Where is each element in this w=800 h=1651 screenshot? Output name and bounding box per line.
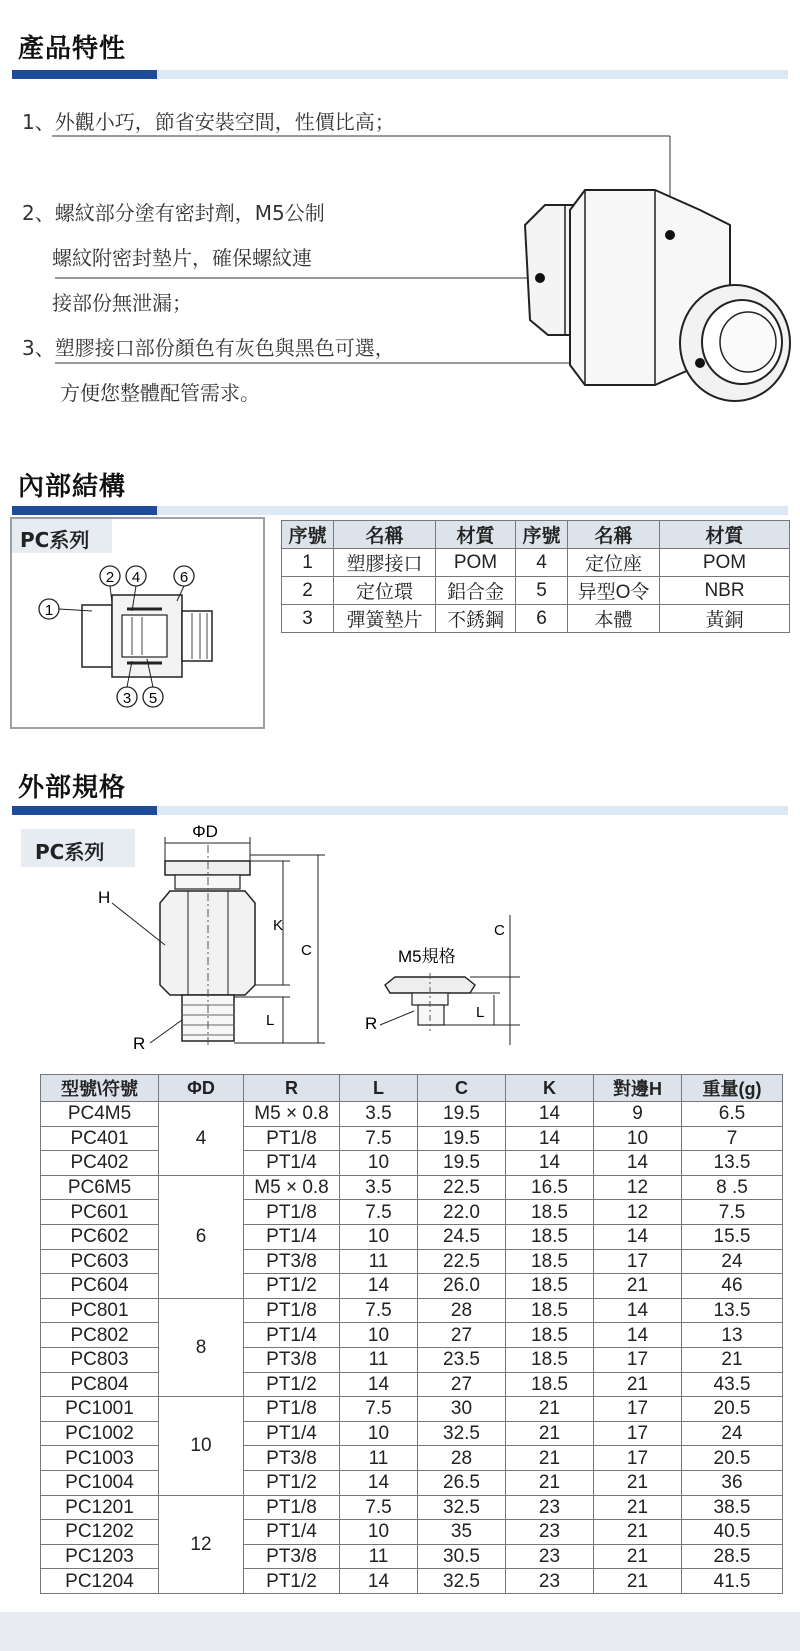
table-row	[41, 1274, 783, 1299]
model-cell: PC1001	[41, 1397, 159, 1422]
feature-line-6: 方便您整體配管需求。	[60, 381, 260, 405]
table-cell: 黃銅	[660, 605, 790, 633]
table-cell: 4	[516, 549, 568, 577]
dim-c: C	[301, 942, 312, 959]
table-row	[282, 577, 790, 605]
table-cell: PT1/4	[244, 1520, 340, 1545]
table-cell: PT1/8	[244, 1397, 340, 1422]
table-cell: 7.5	[340, 1200, 418, 1225]
header-cell: 名稱	[568, 521, 660, 549]
table-cell: 23	[506, 1520, 594, 1545]
table-cell: 2	[282, 577, 334, 605]
table-cell: PT1/4	[244, 1224, 340, 1249]
table-cell: PT1/2	[244, 1569, 340, 1594]
external-dimension-drawing	[0, 815, 560, 1070]
m5-dim-r: R	[365, 1014, 378, 1033]
model-cell: PC402	[41, 1151, 159, 1176]
table-cell: 21	[594, 1569, 682, 1594]
table-cell: 19.5	[418, 1102, 506, 1127]
table-cell: 14	[340, 1372, 418, 1397]
table-cell: 10	[340, 1520, 418, 1545]
internal-series-label: PC系列	[12, 519, 112, 553]
table-cell: 21	[506, 1397, 594, 1422]
table-cell: 18.5	[506, 1298, 594, 1323]
table-cell: 17	[594, 1446, 682, 1471]
table-row	[282, 605, 790, 633]
table-cell: 26.5	[418, 1470, 506, 1495]
features-section-title: 產品特性	[18, 34, 127, 64]
m5-dim-c: C	[494, 922, 505, 939]
table-cell: 10	[340, 1224, 418, 1249]
diameter-cell: 4	[159, 1102, 244, 1176]
table-cell: PT3/8	[244, 1446, 340, 1471]
model-cell: PC603	[41, 1249, 159, 1274]
table-cell: 27	[418, 1323, 506, 1348]
table-cell: 30.5	[418, 1544, 506, 1569]
table-cell: 22.5	[418, 1175, 506, 1200]
table-cell: 17	[594, 1397, 682, 1422]
model-cell: PC803	[41, 1347, 159, 1372]
table-cell: 24.5	[418, 1224, 506, 1249]
table-cell: PT1/8	[244, 1298, 340, 1323]
table-cell: 14	[594, 1298, 682, 1323]
material-table-header	[282, 521, 790, 549]
material-table	[281, 520, 790, 633]
table-cell: 20.5	[682, 1446, 783, 1471]
spec-table-header	[41, 1075, 783, 1102]
table-cell: 22.5	[418, 1249, 506, 1274]
header-cell: 序號	[516, 521, 568, 549]
table-cell: NBR	[660, 577, 790, 605]
model-cell: PC1002	[41, 1421, 159, 1446]
table-row	[41, 1323, 783, 1348]
model-cell: PC401	[41, 1126, 159, 1151]
table-cell: 43.5	[682, 1372, 783, 1397]
callout-4: 4	[131, 569, 141, 586]
header-cell: R	[244, 1075, 340, 1102]
model-cell: PC802	[41, 1323, 159, 1348]
table-cell: 18.5	[506, 1274, 594, 1299]
table-cell: 20.5	[682, 1397, 783, 1422]
m5-spec-label: M5規格	[398, 947, 456, 966]
table-cell: 13	[682, 1323, 783, 1348]
dim-h: H	[98, 888, 111, 907]
table-cell: 28.5	[682, 1544, 783, 1569]
internal-title-bar	[12, 506, 788, 515]
table-cell: 塑膠接口	[334, 549, 436, 577]
table-cell: M5 × 0.8	[244, 1102, 340, 1127]
table-row	[41, 1421, 783, 1446]
model-cell: PC801	[41, 1298, 159, 1323]
table-cell: 7.5	[340, 1397, 418, 1422]
header-cell: 序號	[282, 521, 334, 549]
header-cell: C	[418, 1075, 506, 1102]
table-cell: 11	[340, 1347, 418, 1372]
table-cell: 12	[594, 1175, 682, 1200]
table-cell: 7.5	[340, 1495, 418, 1520]
table-row	[41, 1151, 783, 1176]
table-cell: 21	[506, 1446, 594, 1471]
header-cell: ΦD	[159, 1075, 244, 1102]
table-cell: 10	[594, 1126, 682, 1151]
table-cell: 7	[682, 1126, 783, 1151]
table-cell: 3.5	[340, 1102, 418, 1127]
dim-r: R	[133, 1034, 146, 1053]
model-cell: PC804	[41, 1372, 159, 1397]
table-cell: 15.5	[682, 1224, 783, 1249]
table-cell: 28	[418, 1298, 506, 1323]
m5-dim-l: L	[476, 1004, 485, 1021]
table-cell: 36	[682, 1470, 783, 1495]
table-cell: 定位環	[334, 577, 436, 605]
footer-band	[0, 1612, 800, 1651]
header-cell: 材質	[436, 521, 516, 549]
table-cell: 32.5	[418, 1495, 506, 1520]
table-cell: PT1/2	[244, 1372, 340, 1397]
table-cell: POM	[436, 549, 516, 577]
table-row	[41, 1126, 783, 1151]
table-cell: PT1/8	[244, 1200, 340, 1225]
callout-3: 3	[122, 690, 132, 707]
model-cell: PC1003	[41, 1446, 159, 1471]
table-row	[41, 1569, 783, 1594]
table-cell: M5 × 0.8	[244, 1175, 340, 1200]
table-cell: PT1/2	[244, 1470, 340, 1495]
table-cell: 定位座	[568, 549, 660, 577]
table-row	[41, 1298, 783, 1323]
internal-section-drawing	[12, 519, 263, 727]
table-cell: 7.5	[340, 1298, 418, 1323]
callout-6: 6	[179, 569, 189, 586]
feature-line-3: 螺紋附密封墊片，確保螺紋連	[52, 246, 312, 270]
table-cell: PT1/4	[244, 1421, 340, 1446]
table-row	[41, 1175, 783, 1200]
table-cell: 22.0	[418, 1200, 506, 1225]
model-cell: PC4M5	[41, 1102, 159, 1127]
table-cell: 14	[594, 1224, 682, 1249]
model-cell: PC601	[41, 1200, 159, 1225]
callout-1: 1	[44, 602, 54, 619]
diameter-cell: 10	[159, 1397, 244, 1495]
external-series-label: PC系列	[21, 829, 135, 867]
model-cell: PC1201	[41, 1495, 159, 1520]
table-cell: 14	[340, 1274, 418, 1299]
table-cell: 18.5	[506, 1200, 594, 1225]
table-cell: 40.5	[682, 1520, 783, 1545]
table-cell: 10	[340, 1421, 418, 1446]
external-title-bar	[12, 806, 788, 815]
diameter-cell: 12	[159, 1495, 244, 1593]
table-row	[41, 1520, 783, 1545]
table-cell: 23	[506, 1569, 594, 1594]
model-cell: PC604	[41, 1274, 159, 1299]
table-row	[41, 1446, 783, 1471]
table-cell: 21	[682, 1347, 783, 1372]
table-cell: 16.5	[506, 1175, 594, 1200]
table-cell: PT1/4	[244, 1323, 340, 1348]
header-cell: 對邊H	[594, 1075, 682, 1102]
table-cell: 26.0	[418, 1274, 506, 1299]
table-cell: 21	[594, 1470, 682, 1495]
table-row	[41, 1470, 783, 1495]
header-cell: K	[506, 1075, 594, 1102]
dim-k: K	[273, 917, 284, 934]
table-cell: 1	[282, 549, 334, 577]
table-cell: 彈簧墊片	[334, 605, 436, 633]
callout-5: 5	[148, 690, 158, 707]
table-cell: PT3/8	[244, 1249, 340, 1274]
table-cell: 3.5	[340, 1175, 418, 1200]
table-cell: 17	[594, 1249, 682, 1274]
table-cell: POM	[660, 549, 790, 577]
dim-phi-d: ΦD	[192, 822, 218, 841]
feature-line-2: 2、螺紋部分塗有密封劑，M5公制	[22, 201, 325, 225]
table-cell: 6	[516, 605, 568, 633]
table-cell: 24	[682, 1249, 783, 1274]
feature-line-1: 1、外觀小巧，節省安裝空間，性價比高；	[22, 110, 395, 134]
table-cell: 5	[516, 577, 568, 605]
table-cell: 11	[340, 1249, 418, 1274]
table-cell: 21	[594, 1372, 682, 1397]
table-cell: 3	[282, 605, 334, 633]
table-cell: 14	[506, 1151, 594, 1176]
table-row	[282, 549, 790, 577]
table-cell: 27	[418, 1372, 506, 1397]
model-cell: PC1203	[41, 1544, 159, 1569]
table-row	[41, 1224, 783, 1249]
header-cell: 材質	[660, 521, 790, 549]
table-row	[41, 1495, 783, 1520]
table-cell: 14	[340, 1569, 418, 1594]
table-cell: 19.5	[418, 1151, 506, 1176]
external-section-title: 外部規格	[18, 773, 127, 803]
model-cell: PC1004	[41, 1470, 159, 1495]
table-cell: 32.5	[418, 1569, 506, 1594]
table-cell: 23.5	[418, 1347, 506, 1372]
table-cell: PT3/8	[244, 1347, 340, 1372]
table-cell: 7.5	[682, 1200, 783, 1225]
table-cell: 不銹鋼	[436, 605, 516, 633]
table-cell: 12	[594, 1200, 682, 1225]
table-row	[41, 1544, 783, 1569]
table-cell: 14	[594, 1323, 682, 1348]
table-cell: 异型O令	[568, 577, 660, 605]
table-cell: 21	[594, 1495, 682, 1520]
table-cell: 23	[506, 1495, 594, 1520]
spec-table-body	[41, 1102, 783, 1594]
header-cell: 重量(g)	[682, 1075, 783, 1102]
internal-section-title: 內部結構	[18, 472, 127, 502]
model-cell: PC1202	[41, 1520, 159, 1545]
header-cell: 型號\符號	[41, 1075, 159, 1102]
table-cell: 21	[594, 1520, 682, 1545]
table-cell: 18.5	[506, 1224, 594, 1249]
table-cell: 14	[594, 1151, 682, 1176]
internal-structure-frame	[10, 517, 265, 729]
feature-line-4: 接部份無泄漏；	[52, 291, 192, 315]
callout-2: 2	[105, 569, 115, 586]
table-cell: 18.5	[506, 1249, 594, 1274]
table-cell: 7.5	[340, 1126, 418, 1151]
table-cell: 46	[682, 1274, 783, 1299]
table-row	[41, 1249, 783, 1274]
dim-l: L	[266, 1012, 275, 1029]
table-cell: 13.5	[682, 1151, 783, 1176]
table-cell: 11	[340, 1544, 418, 1569]
table-cell: PT3/8	[244, 1544, 340, 1569]
table-cell: 18.5	[506, 1323, 594, 1348]
diameter-cell: 8	[159, 1298, 244, 1396]
table-cell: PT1/8	[244, 1495, 340, 1520]
table-cell: 35	[418, 1520, 506, 1545]
table-cell: 本體	[568, 605, 660, 633]
feature-line-5: 3、塑膠接口部份顏色有灰色與黑色可選，	[22, 336, 395, 360]
table-cell: 6.5	[682, 1102, 783, 1127]
table-cell: 30	[418, 1397, 506, 1422]
table-cell: 8 .5	[682, 1175, 783, 1200]
table-cell: 21	[506, 1421, 594, 1446]
table-row	[41, 1397, 783, 1422]
table-cell: 14	[506, 1126, 594, 1151]
table-cell: 11	[340, 1446, 418, 1471]
table-cell: 14	[506, 1102, 594, 1127]
table-cell: 41.5	[682, 1569, 783, 1594]
header-cell: 名稱	[334, 521, 436, 549]
table-cell: 14	[340, 1470, 418, 1495]
header-cell: L	[340, 1075, 418, 1102]
table-cell: 18.5	[506, 1372, 594, 1397]
table-cell: 10	[340, 1151, 418, 1176]
table-cell: 38.5	[682, 1495, 783, 1520]
table-cell: 17	[594, 1421, 682, 1446]
table-cell: 9	[594, 1102, 682, 1127]
diameter-cell: 6	[159, 1175, 244, 1298]
table-cell: 10	[340, 1323, 418, 1348]
table-cell: 32.5	[418, 1421, 506, 1446]
fitting-illustration	[0, 80, 800, 420]
table-row	[41, 1200, 783, 1225]
table-row	[41, 1347, 783, 1372]
table-row	[41, 1102, 783, 1127]
table-cell: 鋁合金	[436, 577, 516, 605]
model-cell: PC6M5	[41, 1175, 159, 1200]
table-cell: PT1/8	[244, 1126, 340, 1151]
table-cell: 21	[594, 1544, 682, 1569]
table-cell: 21	[594, 1274, 682, 1299]
table-cell: PT1/4	[244, 1151, 340, 1176]
features-title-bar	[12, 70, 788, 79]
table-row	[41, 1372, 783, 1397]
table-cell: 21	[506, 1470, 594, 1495]
table-cell: 28	[418, 1446, 506, 1471]
table-cell: 17	[594, 1347, 682, 1372]
table-cell: 13.5	[682, 1298, 783, 1323]
spec-table	[40, 1074, 783, 1594]
table-cell: PT1/2	[244, 1274, 340, 1299]
table-cell: 24	[682, 1421, 783, 1446]
table-cell: 19.5	[418, 1126, 506, 1151]
model-cell: PC602	[41, 1224, 159, 1249]
table-cell: 18.5	[506, 1347, 594, 1372]
model-cell: PC1204	[41, 1569, 159, 1594]
table-cell: 23	[506, 1544, 594, 1569]
